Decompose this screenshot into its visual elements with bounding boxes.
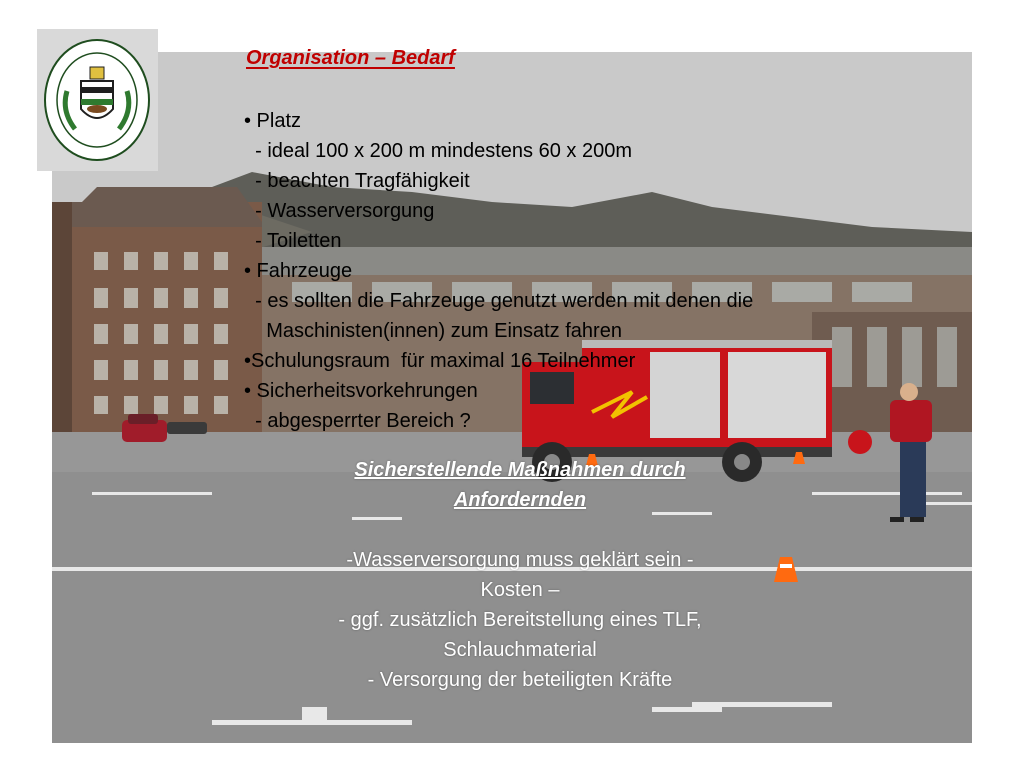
measures-line: - ggf. zusätzlich Bereitstellung eines TLF,	[338, 609, 702, 631]
list-item: - es sollten die Fahrzeuge genutzt werden mit denen die	[244, 290, 754, 312]
measures-line: - Versorgung der beteiligten Kräfte	[367, 669, 673, 691]
list-item: - Wasserversorgung	[244, 200, 435, 222]
measures-body	[262, 545, 778, 695]
list-item: - Toiletten	[244, 230, 342, 252]
list-item: • Fahrzeuge	[244, 260, 353, 282]
measures-block	[262, 455, 778, 695]
list-item: Maschinisten(innen) zum Einsatz fahren	[244, 320, 622, 342]
measures-line: Schlauchmaterial	[443, 639, 597, 661]
list-item: - abgesperrter Bereich ?	[244, 410, 471, 432]
measures-line: -Wasserversorgung muss geklärt sein -	[346, 549, 694, 571]
measures-heading-line2: Anfordernden	[453, 489, 587, 511]
association-logo	[37, 29, 158, 171]
slide-title: Organisation – Bedarf	[246, 47, 455, 69]
measures-heading-line1: Sicherstellende Maßnahmen durch	[354, 459, 686, 481]
requirements-list	[244, 106, 944, 446]
list-item: • Sicherheitsvorkehrungen	[244, 380, 478, 402]
list-item: - ideal 100 x 200 m mindestens 60 x 200m	[244, 140, 632, 162]
list-item: •Schulungsraum für maximal 16 Teilnehmer	[244, 350, 636, 372]
measures-line: Kosten –	[480, 579, 560, 601]
list-item: • Platz	[244, 110, 302, 132]
list-item: - beachten Tragfähigkeit	[244, 170, 470, 192]
